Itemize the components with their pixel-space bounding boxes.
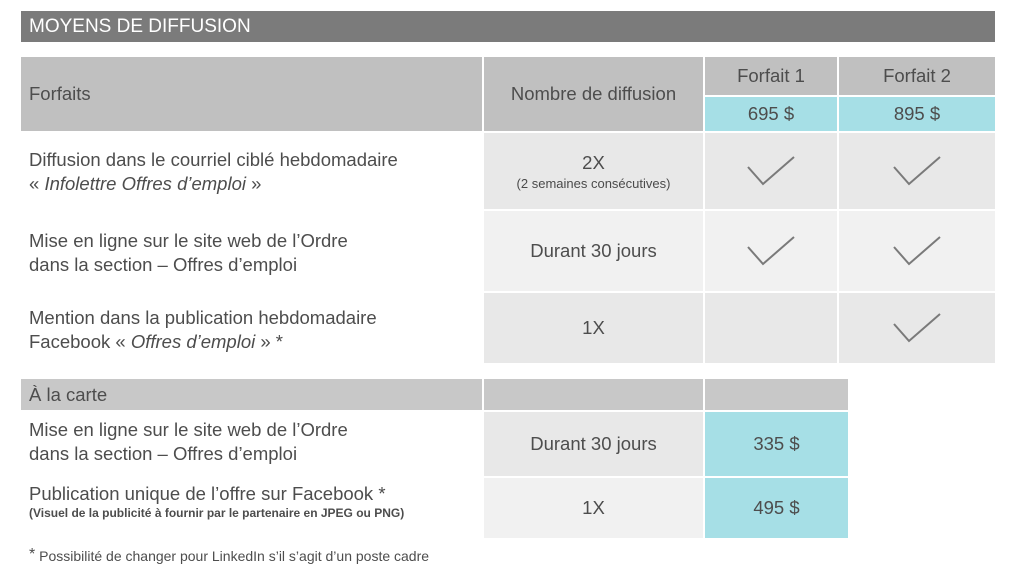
row-3-line-2-prefix: Facebook « <box>29 331 131 352</box>
footnote-text: Possibilité de changer pour LinkedIn s’il s’agit d’un poste cadre <box>35 548 430 564</box>
check-icon <box>892 155 942 187</box>
carte-header-nombre <box>484 379 703 410</box>
carte-row-1-count-value: Durant 30 jours <box>530 433 657 454</box>
row-1-count-value: 2X <box>582 151 605 173</box>
price-forfait-1 <box>705 97 837 131</box>
row-3-line-2-suffix: » * <box>255 331 284 352</box>
row-3-forfait-2 <box>839 293 995 363</box>
row-2-forfait-2 <box>839 211 995 291</box>
check-icon <box>746 155 796 187</box>
price-forfait-2-value: 895 $ <box>893 103 941 124</box>
row-1-count <box>484 133 703 209</box>
row-2-count <box>484 211 703 291</box>
carte-row-2-count <box>484 478 703 538</box>
carte-row-2-count-value: 1X <box>582 497 605 518</box>
row-3-forfait-1 <box>705 293 837 363</box>
header-nombre <box>484 57 703 131</box>
row-3-line-2 <box>29 330 479 354</box>
row-2-line-1: Mise en ligne sur le site web de l’Ordre <box>29 230 348 251</box>
row-2-count-value: Durant 30 jours <box>530 240 657 261</box>
row-3-count-value: 1X <box>582 317 605 338</box>
row-1-line-2-prefix: « <box>29 173 45 194</box>
row-3-line-2-italic: Offres d’emploi <box>130 331 256 352</box>
row-1-line-2-suffix: » <box>245 173 262 194</box>
carte-row-2-line-1: Publication unique de l’offre sur Facebook * <box>29 483 386 504</box>
check-icon <box>892 235 942 267</box>
carte-row-1-price-value: 335 $ <box>753 433 800 454</box>
price-forfait-1-value: 695 $ <box>747 103 795 124</box>
row-1-forfait-1 <box>705 133 837 209</box>
header-nombre-label: Nombre de diffusion <box>510 83 677 104</box>
row-1-forfait-2 <box>839 133 995 209</box>
check-icon <box>892 312 942 344</box>
row-1-count-note: (2 semaines consécutives) <box>516 175 671 191</box>
row-2-forfait-1 <box>705 211 837 291</box>
carte-row-2-price-value: 495 $ <box>753 497 800 518</box>
carte-row-1-price <box>705 412 848 476</box>
header-forfait-1 <box>705 57 837 95</box>
carte-row-2-description <box>29 482 483 521</box>
row-2-line-2: dans la section – Offres d’emploi <box>29 254 298 275</box>
header-forfait-1-label: Forfait 1 <box>737 65 805 86</box>
price-forfait-2 <box>839 97 995 131</box>
carte-title: À la carte <box>29 383 108 405</box>
footnote <box>29 546 629 564</box>
row-2-description <box>29 229 479 277</box>
carte-row-1-line-1: Mise en ligne sur le site web de l’Ordre <box>29 419 348 440</box>
carte-row-1-description <box>29 418 479 466</box>
check-icon <box>746 235 796 267</box>
carte-row-2-price <box>705 478 848 538</box>
row-1-line-1: Diffusion dans le courriel ciblé hebdomadaire <box>29 149 398 170</box>
row-3-count <box>484 293 703 363</box>
section-title: MOYENS DE DIFFUSION <box>21 11 995 42</box>
row-1-line-2-italic: Infolettre Offres d’emploi <box>44 173 246 194</box>
carte-header <box>21 379 482 410</box>
carte-row-1-line-2: dans la section – Offres d’emploi <box>29 443 298 464</box>
row-1-description <box>29 148 479 196</box>
header-forfaits-label: Forfaits <box>29 83 91 104</box>
carte-header-price <box>705 379 848 410</box>
row-1-line-2 <box>29 172 479 196</box>
header-forfait-2 <box>839 57 995 95</box>
row-3-description <box>29 306 479 354</box>
row-3-line-1: Mention dans la publication hebdomadaire <box>29 307 377 328</box>
header-forfait-2-label: Forfait 2 <box>883 65 951 86</box>
header-forfaits <box>21 57 482 131</box>
footnote-star: * <box>29 546 36 563</box>
carte-row-2-note: (Visuel de la publicité à fournir par le partenaire en JPEG ou PNG) <box>29 506 405 520</box>
carte-row-1-count <box>484 412 703 476</box>
